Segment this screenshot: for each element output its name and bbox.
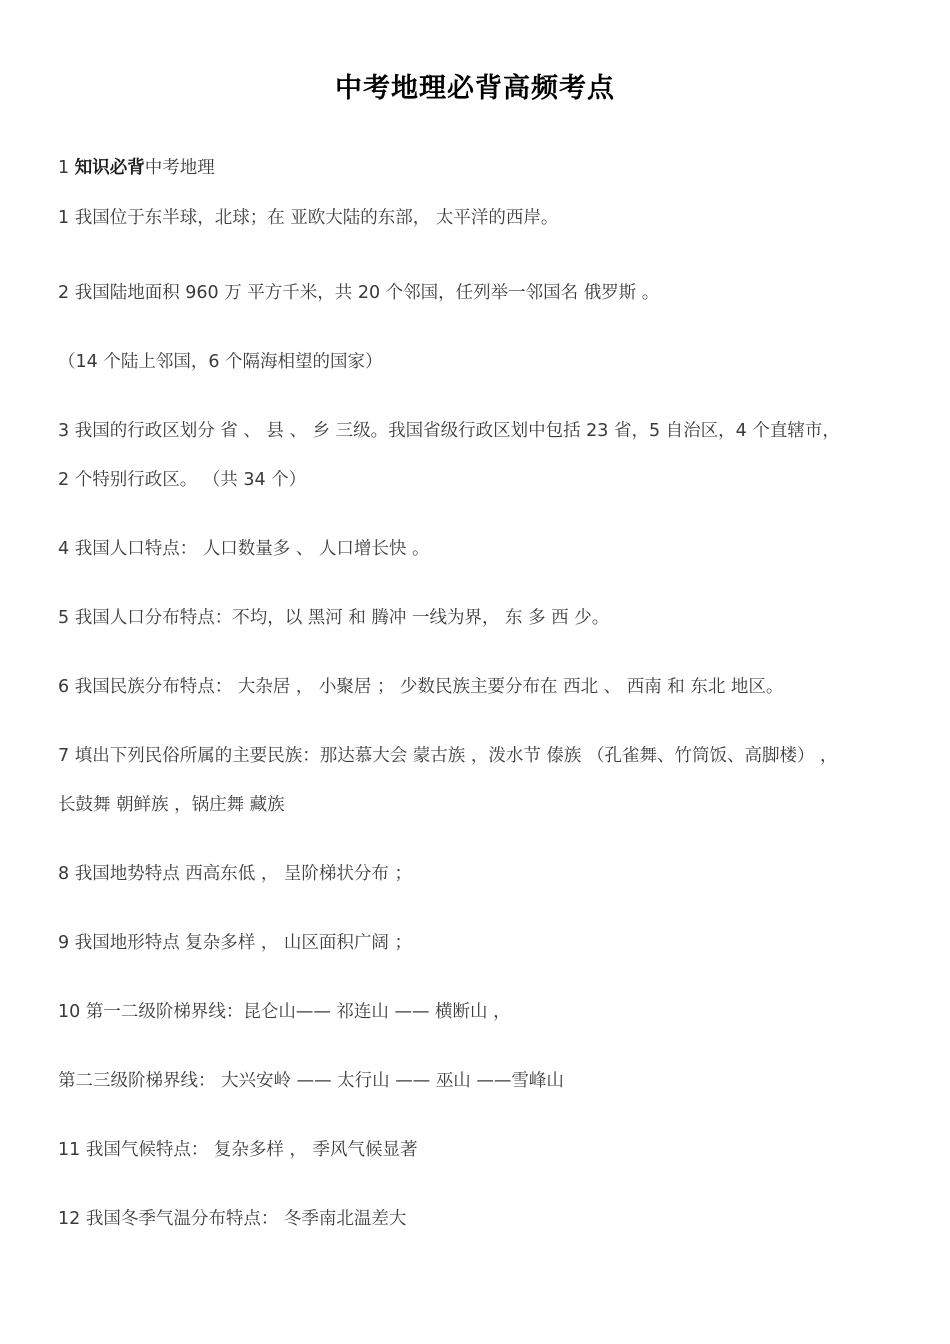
section-heading xyxy=(58,155,918,181)
text-line: （14 个陆上邻国，6 个隔海相望的国家） xyxy=(58,352,383,372)
text-line: 1 我国位于东半球，北球；在 亚欧大陆的东部， 太平洋的西岸。 xyxy=(58,208,559,228)
text-line: 6 我国民族分布特点： 大杂居 ， 小聚居 ； 少数民族主要分布在 西北 、 西南 和 东北 地区。 xyxy=(58,677,784,697)
text-line: 12 我国冬季气温分布特点： 冬季南北温差大 xyxy=(58,1209,407,1229)
text-line: 2 个特别行政区。 （共 34 个） xyxy=(58,470,307,490)
text-line: 9 我国地形特点 复杂多样 ， 山区面积广阔 ； xyxy=(58,933,412,953)
text-line: 3 我国的行政区划分 省 、 县 、 乡 三级。我国省级行政区划中包括 23 省，5 自治区，4 个直辖市， xyxy=(58,421,840,441)
text-line: 8 我国地势特点 西高东低 ， 呈阶梯状分布 ； xyxy=(58,864,412,884)
text-line: 4 我国人口特点： 人口数量多 、 人口增长快 。 xyxy=(58,539,430,559)
page-title: 中考地理必背高频考点 xyxy=(335,73,615,104)
heading-bold-text: 知识必背 xyxy=(74,158,145,178)
text-line: 第二三级阶梯界线： 大兴安岭 —— 太行山 —— 巫山 ——雪峰山 xyxy=(58,1071,564,1091)
heading-rest-text: 中考地理 xyxy=(144,158,215,178)
heading-number: 1 xyxy=(58,158,75,178)
text-line: 11 我国气候特点： 复杂多样 ， 季风气候显著 xyxy=(58,1140,418,1160)
text-line: 长鼓舞 朝鲜族 ，锅庄舞 藏族 xyxy=(58,795,285,815)
text-line: 7 填出下列民俗所属的主要民族：那达慕大会 蒙古族 ，泼水节 傣族 （孔雀舞、竹筒饭、高脚楼） ， xyxy=(58,746,838,766)
text-line: 5 我国人口分布特点：不均，以 黑河 和 腾冲 一线为界， 东 多 西 少。 xyxy=(58,608,610,628)
text-line: 2 我国陆地面积 960 万 平方千米，共 20 个邻国，任列举一邻国名 俄罗斯 。 xyxy=(58,283,660,303)
text-line: 10 第一二级阶梯界线：昆仑山—— 祁连山 —— 横断山 ， xyxy=(58,1002,511,1022)
